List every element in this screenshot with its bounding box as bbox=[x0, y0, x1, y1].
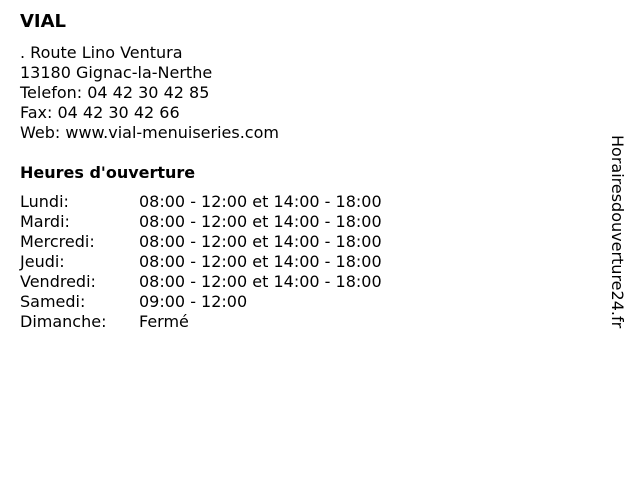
hours-row bbox=[20, 292, 580, 312]
day-label: Dimanche: bbox=[20, 312, 107, 331]
fax-line: Fax: 04 42 30 42 66 bbox=[20, 103, 180, 122]
web-line: Web: www.vial-menuiseries.com bbox=[20, 123, 279, 142]
business-name: VIAL bbox=[20, 11, 67, 32]
hours-row bbox=[20, 312, 580, 332]
day-label: Vendredi: bbox=[20, 272, 96, 291]
day-hours: 08:00 - 12:00 et 14:00 - 18:00 bbox=[139, 252, 382, 271]
phone-line: Telefon: 04 42 30 42 85 bbox=[20, 83, 210, 102]
hours-row bbox=[20, 212, 580, 232]
day-label: Samedi: bbox=[20, 292, 86, 311]
hours-row bbox=[20, 192, 580, 212]
day-hours: 09:00 - 12:00 bbox=[139, 292, 248, 311]
hours-row bbox=[20, 232, 580, 252]
day-label: Jeudi: bbox=[20, 252, 65, 271]
day-hours: 08:00 - 12:00 et 14:00 - 18:00 bbox=[139, 232, 382, 251]
day-label: Mardi: bbox=[20, 212, 70, 231]
day-hours: 08:00 - 12:00 et 14:00 - 18:00 bbox=[139, 272, 382, 291]
address-line-2: 13180 Gignac-la-Nerthe bbox=[20, 63, 213, 82]
day-hours: Fermé bbox=[139, 312, 189, 331]
hours-row bbox=[20, 272, 580, 292]
business-card bbox=[20, 10, 580, 332]
day-hours: 08:00 - 12:00 et 14:00 - 18:00 bbox=[139, 212, 382, 231]
hours-row bbox=[20, 252, 580, 272]
day-hours: 08:00 - 12:00 et 14:00 - 18:00 bbox=[139, 192, 382, 211]
day-label: Lundi: bbox=[20, 192, 69, 211]
day-label: Mercredi: bbox=[20, 232, 95, 251]
address-line-1: . Route Lino Ventura bbox=[20, 43, 183, 62]
hours-heading: Heures d'ouverture bbox=[20, 163, 196, 182]
site-watermark: Horairesdouverture24.fr bbox=[608, 135, 627, 329]
